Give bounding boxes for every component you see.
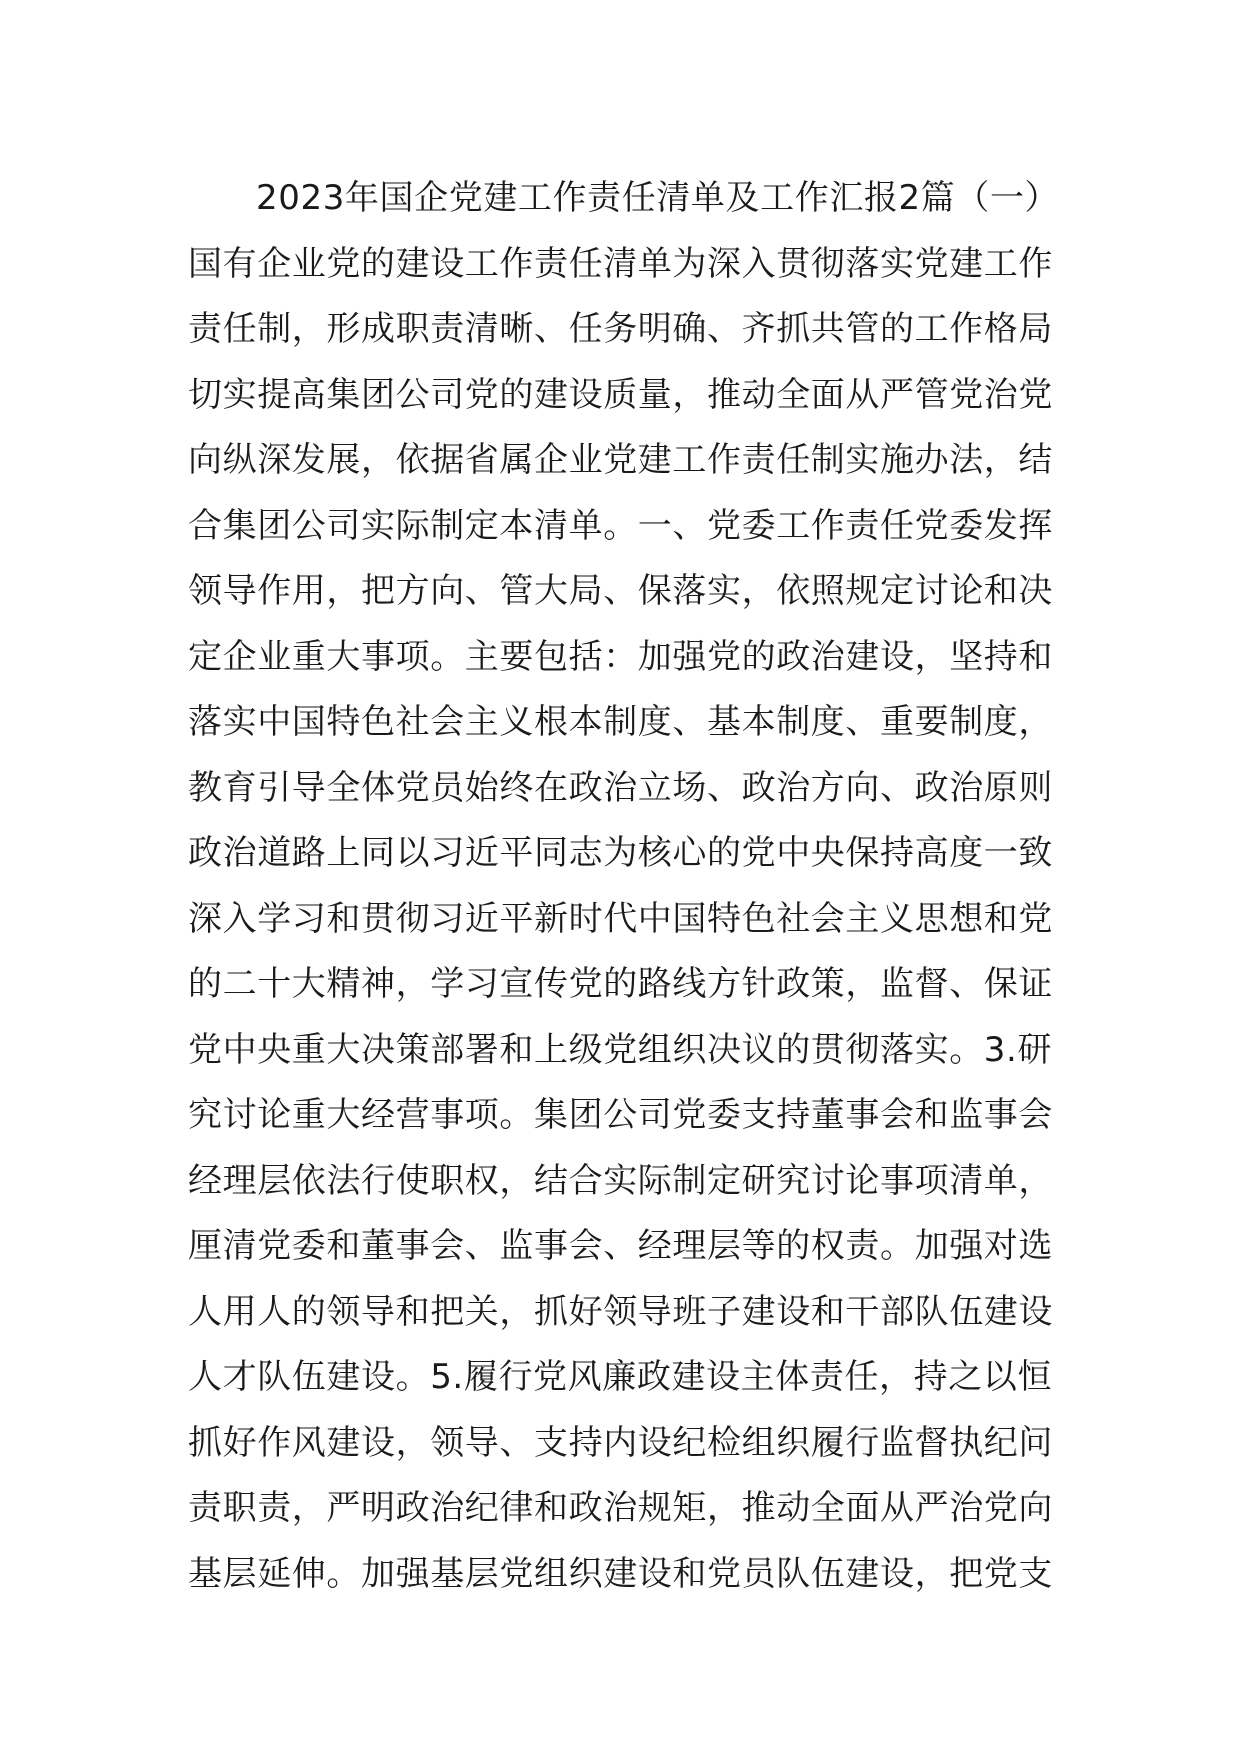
text-line: 国有企业党的建设工作责任清单为深入贯彻落实党建工作 — [188, 243, 1053, 284]
text-line: 切实提高集团公司党的建设质量，推动全面从严管党治党 — [188, 374, 1053, 415]
text-line: 领导作用，把方向、管大局、保落实，依照规定讨论和决 — [188, 571, 1053, 611]
text-line: 政治道路上同以习近平同志为核心的党中央保持高度一致 — [188, 833, 1053, 873]
text-line: 责职责，严明政治纪律和政治规矩，推动全面从严治党向 — [188, 1488, 1053, 1528]
text-line: 基层延伸。加强基层党组织建设和党员队伍建设，把党支 — [188, 1553, 1053, 1594]
text-line: 深入学习和贯彻习近平新时代中国特色社会主义思想和党 — [188, 898, 1053, 939]
text-line: 经理层依法行使职权，结合实际制定研究讨论事项清单， — [188, 1160, 1053, 1201]
text-line: 落实中国特色社会主义根本制度、基本制度、重要制度， — [188, 702, 1053, 742]
text-line: 抓好作风建设，领导、支持内设纪检组织履行监督执纪问 — [188, 1422, 1053, 1463]
body-text — [188, 166, 1068, 1607]
text-line: 责任制，形成职责清晰、任务明确、齐抓共管的工作格局 — [188, 309, 1053, 349]
text-line: 合集团公司实际制定本清单。一、党委工作责任党委发挥 — [188, 505, 1053, 546]
text-line: 的二十大精神，学习宣传党的路线方针政策，监督、保证 — [188, 964, 1053, 1004]
text-line: 教育引导全体党员始终在政治立场、政治方向、政治原则 — [188, 767, 1053, 808]
text-line: 向纵深发展，依据省属企业党建工作责任制实施办法，结 — [188, 440, 1053, 480]
text-line: 厘清党委和董事会、监事会、经理层等的权责。加强对选 — [188, 1226, 1053, 1266]
text-line: 究讨论重大经营事项。集团公司党委支持董事会和监事会 — [188, 1095, 1053, 1135]
text-line: 人用人的领导和把关，抓好领导班子建设和干部队伍建设 — [188, 1291, 1053, 1332]
text-line: 人才队伍建设。5.履行党风廉政建设主体责任，持之以恒 — [188, 1357, 1053, 1397]
title-line: 2023年国企党建工作责任清单及工作汇报2篇（一） — [256, 178, 1060, 218]
text-line: 定企业重大事项。主要包括：加强党的政治建设，坚持和 — [188, 636, 1053, 677]
text-line: 党中央重大决策部署和上级党组织决议的贯彻落实。3.研 — [188, 1029, 1053, 1070]
